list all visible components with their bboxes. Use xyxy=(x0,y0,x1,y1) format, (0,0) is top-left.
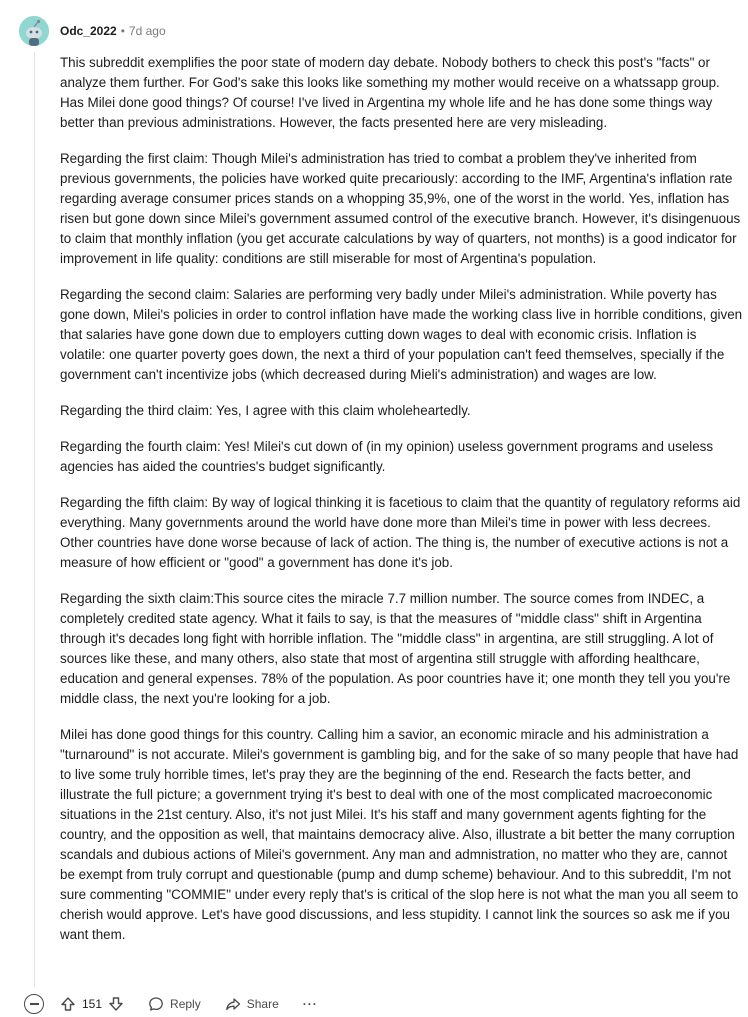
username[interactable]: Odc_2022 xyxy=(60,24,117,38)
comment-action-bar xyxy=(24,990,318,1017)
share-label: Share xyxy=(246,997,279,1011)
meta-separator: • xyxy=(120,24,125,38)
comment-age[interactable]: 7d ago xyxy=(128,24,166,38)
upvote-arrow-icon[interactable] xyxy=(60,996,76,1012)
comment-paragraph: Milei has done good things for this country. Calling him a savior, an economic miracle and his administration a "turnaround" is not accurate. Milei's government is gambling big, and for the sake of so many people that have had to live some truly horrible times, let's pray they are the beginning of the end. Research the facts better, and illustrate the full picture; a government trying it's best to deal with one of the most complicated macroeconomic situations in the 21st century. Also, it's not just Milei. It's his staff and many government agents fighting for the country, and the opposition as well, that maintains democracy alive. Also, illustrate a bit better the many corruption scandals and dubious actions of Milei's government. Any man and admnistration, no matter who they are, cannot be exempt from truly corrupt and questionable (pump and dump scheme) behaviour. And to this subreddit, I'm not sure commenting "COMMIE" under every reply that's is critical of the slop here is not what the man you all seem to cherish would approve. Let's have good discussions, and less stupidity. I cannot link the sources so ask me if you want them. xyxy=(60,727,739,942)
share-arrow-icon xyxy=(225,996,241,1012)
thread-line[interactable] xyxy=(34,52,35,987)
comment-meta xyxy=(60,24,166,38)
comment-paragraph: Regarding the third claim: Yes, I agree with this claim wholeheartedly. xyxy=(60,403,471,418)
comment-paragraph: This subreddit exemplifies the poor state of modern day debate. Nobody bothers to check this post's "facts" or analyze them further. For God's sake this looks like something my mother would receive on a whatssapp group. Has Milei done good things? Of course! I've lived in Argentina my whole life and he has done some things way better than previous administrations. However, the facts presented here are very misleading. xyxy=(60,55,720,130)
comment-paragraph: Regarding the fourth claim: Yes! Milei's cut down of (in my opinion) useless government programs and useless agencies has aided the countries's budget significantly. xyxy=(60,439,714,474)
share-button[interactable] xyxy=(225,996,279,1012)
snoo-avatar-icon xyxy=(19,16,49,46)
reply-button[interactable] xyxy=(148,996,201,1012)
comment-paragraph: Regarding the second claim: Salaries are performing very badly under Milei's administration. While poverty has gone down, Milei's policies in order to control inflation have made the working class live in horrible conditions, given that salaries have gone down due to employers cutting down wages to deal with economic crisis. Inflation is volatile: one quarter poverty goes down, the next a third of your population can't feed themselves, specially if the government can't incentivize jobs (which decreased during Mieli's administration) and wages are low. xyxy=(60,287,743,382)
comment-paragraph: Regarding the fifth claim: By way of logical thinking it is facetious to claim that the quantity of regulatory reforms aid everything. Many governments around the world have done more than Milei's time in power with less decrees. Other countries have done worse because of lack of action. The thing is, the number of executive actions is not a measure of how efficient or "good" a government has done it's job. xyxy=(60,495,741,570)
vote-score: 151 xyxy=(82,997,103,1011)
speech-bubble-icon xyxy=(148,996,164,1012)
comment-header xyxy=(19,16,166,46)
comment-paragraph: Regarding the first claim: Though Milei's administration has tried to combat a problem they've inherited from previous governments, the policies have worked quite precariously: according to the IMF, Argentina's inflation rate regarding average consumer prices stands on a whopping 35,9%, one of the worst in the world. Yes, inflation has risen but gone down since Milei's government assumed control of the executive branch. However, it's disingenuous to claim that monthly inflation (you get accurate calculations by way of quarters, not months) is a good indicator for improvement in life quality: conditions are still miserable for most of Argentina's population. xyxy=(60,151,741,266)
reply-label: Reply xyxy=(170,997,201,1011)
minus-circle-icon xyxy=(30,1003,39,1005)
comment-body xyxy=(60,53,744,961)
collapse-button[interactable] xyxy=(24,994,44,1014)
more-options-button[interactable]: ··· xyxy=(302,997,318,1011)
comment-paragraph: Regarding the sixth claim:This source cites the miracle 7.7 million number. The source comes from INDEC, a completely credited state agency. What it fails to say, is that the measures of "middle class" shift in Argentina through it's decades long fight with horrible inflation. The "middle class" in argentina, are still struggling. A lot of sources like these, and many others, also state that most of argentina still struggle with affording healthcare, education and general expenses. 78% of the population. As poor countries have it; one month they tell you you're middle class, the next you're looking for a job. xyxy=(60,591,731,706)
vote-controls xyxy=(60,996,124,1012)
avatar[interactable] xyxy=(19,16,49,46)
downvote-arrow-icon[interactable] xyxy=(108,996,124,1012)
